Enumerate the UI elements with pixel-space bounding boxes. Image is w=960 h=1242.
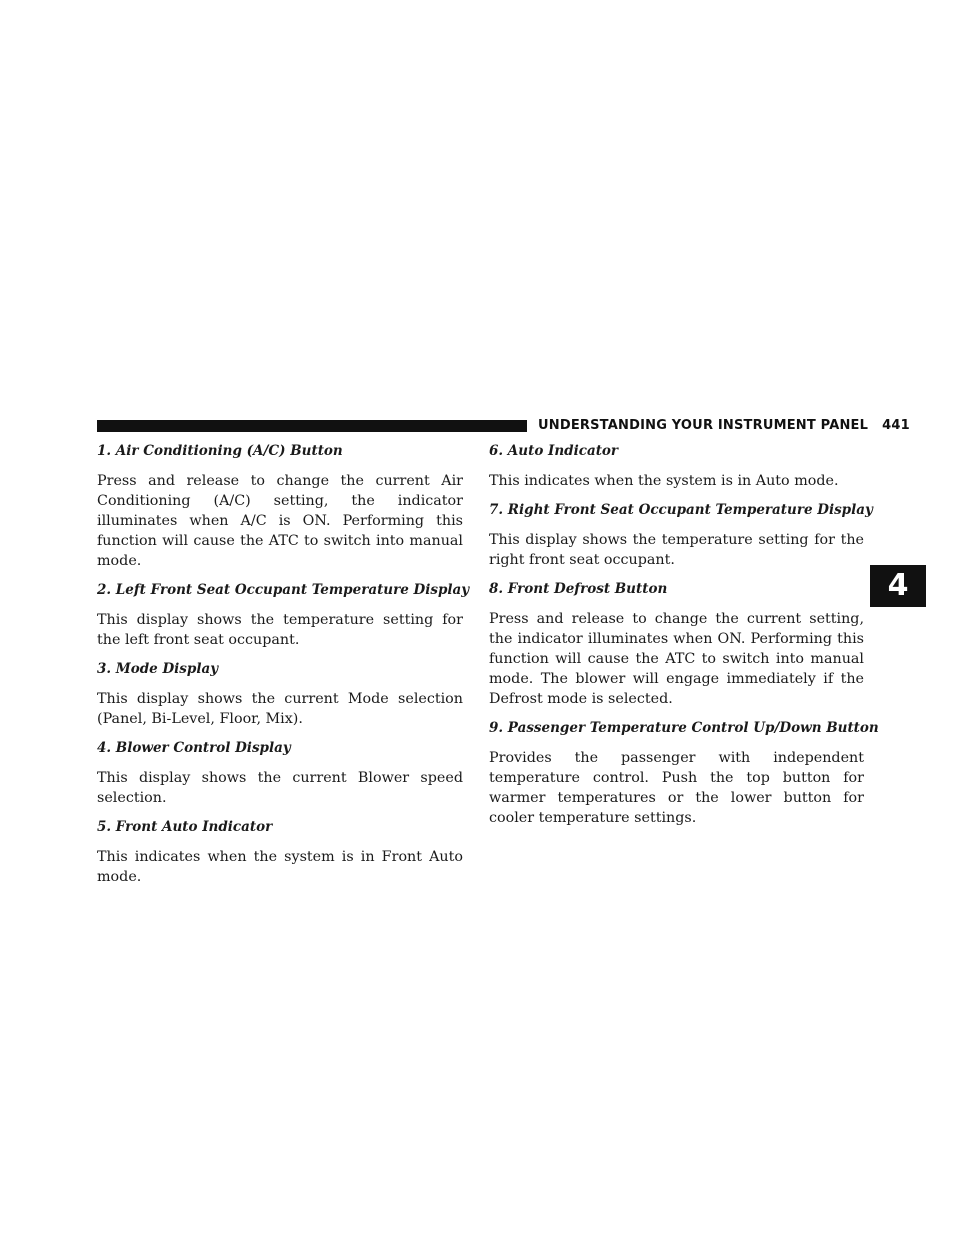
item-heading: 1. Air Conditioning (A/C) Button (97, 443, 343, 459)
header-rule (97, 420, 527, 432)
section-title: UNDERSTANDING YOUR INSTRUMENT PANEL (538, 418, 869, 433)
item-body: This indicates when the system is in Auto mode. (489, 473, 839, 489)
item-heading: 4. Blower Control Display (97, 740, 291, 756)
item-heading: 8. Front Defrost Button (489, 581, 668, 597)
item-body: This display shows the current Mode selection (Panel, Bi-Level, Floor, Mix). (97, 691, 463, 727)
item-heading: 7. Right Front Seat Occupant Temperature Display (489, 502, 873, 518)
item-body: Press and release to change the current Air Conditioning (A/C) setting, the indicator illuminates when A/C is ON. Performing this function will cause the ATC to switch into manual mode. (97, 473, 463, 569)
item-body: This display shows the temperature setting for the right front seat occupant. (489, 532, 864, 568)
left-column (97, 440, 470, 887)
item-body: Press and release to change the current setting, the indicator illuminates when ON. Performing this function will cause the ATC to switch into manual mode. The blower will engage immediately if the Defrost mode is selected. (489, 611, 864, 707)
item-heading: 2. Left Front Seat Occupant Temperature Display (97, 582, 470, 598)
item-heading: 6. Auto Indicator (489, 443, 619, 459)
item-heading: 9. Passenger Temperature Control Up/Down Button (489, 720, 879, 736)
item-body: Provides the passenger with independent temperature control. Push the top button for warmer temperatures or the lower button for cooler temperature settings. (489, 750, 864, 826)
item-body: This display shows the current Blower speed selection. (97, 770, 463, 806)
item-heading: 5. Front Auto Indicator (97, 819, 273, 835)
right-column (489, 440, 879, 828)
item-heading: 3. Mode Display (97, 661, 219, 677)
running-header (538, 418, 910, 433)
page-number: 441 (882, 418, 910, 433)
item-body: This display shows the temperature setting for the left front seat occupant. (97, 612, 463, 648)
item-body: This indicates when the system is in Front Auto mode. (97, 849, 463, 885)
chapter-tab: 4 (870, 565, 926, 607)
